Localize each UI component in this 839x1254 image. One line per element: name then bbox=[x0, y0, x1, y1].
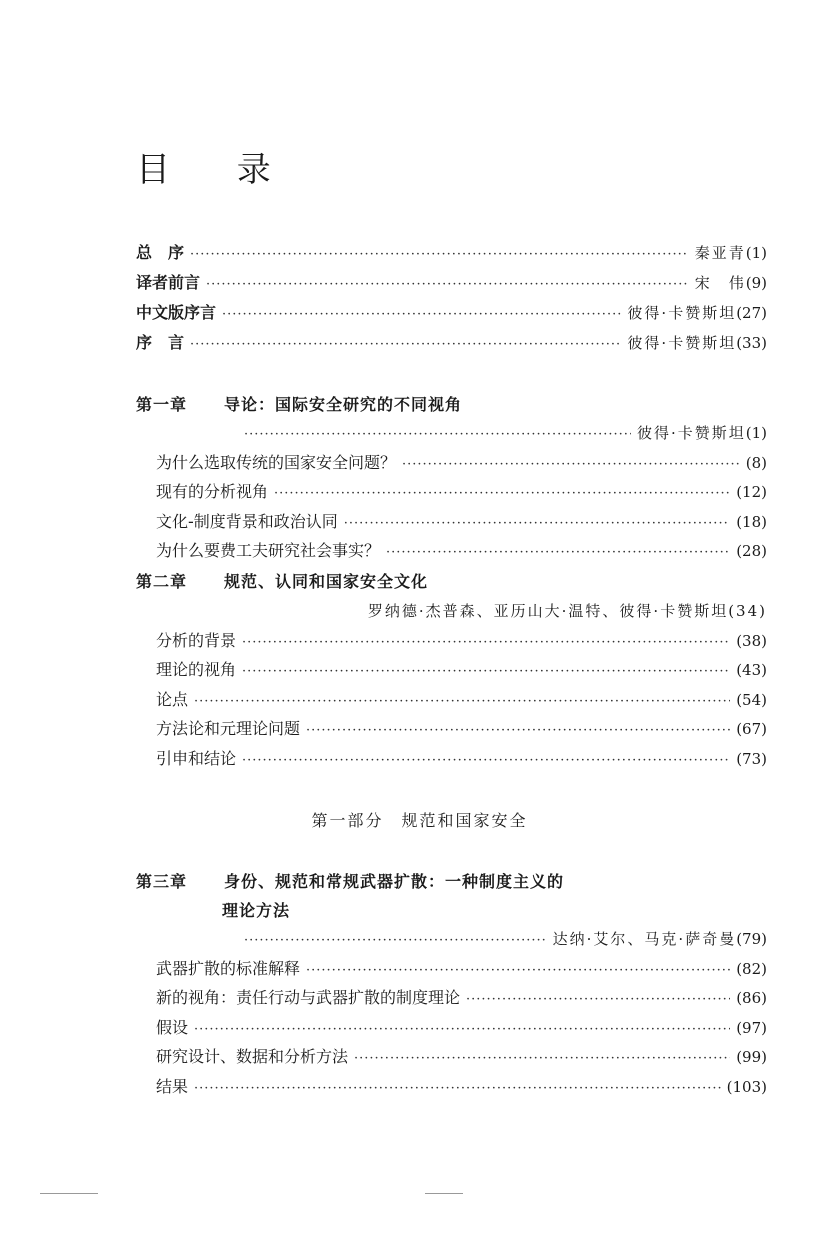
toc-entry-label: 译者前言 bbox=[136, 273, 201, 292]
section-page: (86) bbox=[736, 989, 767, 1007]
toc-section[interactable] bbox=[156, 1045, 767, 1069]
section-page: (82) bbox=[736, 960, 767, 978]
chapter-title: 身份、规范和常规武器扩散：一种制度主义的 bbox=[224, 872, 565, 891]
chapter-title: 导论：国际安全研究的不同视角 bbox=[224, 395, 463, 414]
chapter-heading[interactable] bbox=[136, 869, 564, 895]
toc-entry-label: 序 言 bbox=[136, 333, 185, 352]
toc-entry-author: 彼得·卡赞斯坦 bbox=[627, 334, 737, 352]
chapter-page: (1) bbox=[745, 424, 767, 442]
toc-section[interactable] bbox=[156, 957, 767, 981]
section-page: (73) bbox=[736, 750, 767, 768]
toc-entry-author: 彼得·卡赞斯坦 bbox=[627, 304, 737, 322]
toc-section[interactable] bbox=[156, 1075, 767, 1099]
leader-dots bbox=[402, 453, 740, 477]
leader-dots bbox=[206, 273, 689, 297]
section-page: (99) bbox=[736, 1048, 767, 1066]
section-label: 武器扩散的标准解释 bbox=[156, 959, 301, 978]
chapter-author: 彼得·卡赞斯坦 bbox=[636, 424, 746, 442]
chapter-heading[interactable] bbox=[136, 569, 428, 595]
chapter-page: (34) bbox=[728, 602, 767, 620]
leader-dots bbox=[354, 1047, 730, 1071]
leader-dots bbox=[466, 988, 730, 1012]
chapter-page: (79) bbox=[736, 930, 767, 948]
toc-section[interactable] bbox=[156, 480, 767, 504]
chapter-author: 罗纳德·杰普森、亚历山大·温特、彼得·卡赞斯坦 bbox=[367, 602, 729, 620]
section-page: (43) bbox=[736, 661, 767, 679]
toc-section[interactable] bbox=[156, 747, 767, 771]
leader-dots bbox=[242, 631, 730, 655]
chapter-author-line[interactable] bbox=[244, 421, 767, 445]
section-page: (38) bbox=[736, 632, 767, 650]
leader-dots bbox=[242, 749, 730, 773]
leader-dots bbox=[306, 959, 730, 983]
section-page: (67) bbox=[736, 720, 767, 738]
section-label: 方法论和元理论问题 bbox=[156, 719, 301, 738]
chapter-number: 第三章 bbox=[136, 872, 188, 891]
chapter-author-line[interactable] bbox=[244, 927, 767, 951]
toc-entry[interactable] bbox=[136, 331, 767, 355]
section-page: (8) bbox=[745, 454, 767, 472]
toc-entry-page: (9) bbox=[745, 274, 767, 292]
section-label: 现有的分析视角 bbox=[156, 482, 269, 501]
toc-section[interactable] bbox=[156, 986, 767, 1010]
section-label: 假设 bbox=[156, 1018, 189, 1037]
chapter-author: 达纳·艾尔、马克·萨奇曼 bbox=[552, 930, 737, 948]
toc-section[interactable] bbox=[156, 451, 767, 475]
toc-entry[interactable] bbox=[136, 271, 767, 295]
leader-dots bbox=[244, 423, 631, 447]
toc-entry-label: 总 序 bbox=[136, 243, 185, 262]
leader-dots bbox=[194, 1018, 730, 1042]
section-page: (54) bbox=[736, 691, 767, 709]
section-label: 新的视角：责任行动与武器扩散的制度理论 bbox=[156, 988, 461, 1007]
chapter-author-line[interactable] bbox=[368, 599, 767, 623]
scan-artifact bbox=[425, 1193, 463, 1194]
toc-section[interactable] bbox=[156, 510, 767, 534]
part-number: 第一部分 bbox=[311, 811, 384, 830]
section-page: (97) bbox=[736, 1019, 767, 1037]
section-label: 结果 bbox=[156, 1077, 189, 1096]
leader-dots bbox=[190, 333, 621, 357]
toc-entry-page: (33) bbox=[736, 334, 767, 352]
chapter-number: 第一章 bbox=[136, 395, 188, 414]
section-page: (28) bbox=[736, 542, 767, 560]
section-label: 分析的背景 bbox=[156, 631, 237, 650]
toc-entry-page: (1) bbox=[745, 244, 767, 262]
toc-section[interactable] bbox=[156, 658, 767, 682]
toc-section[interactable] bbox=[156, 1016, 767, 1040]
section-label: 论点 bbox=[156, 690, 189, 709]
toc-entry[interactable] bbox=[136, 301, 767, 325]
part-heading[interactable] bbox=[0, 808, 839, 831]
toc-entry-page: (27) bbox=[736, 304, 767, 322]
scan-artifact bbox=[40, 1193, 98, 1194]
leader-dots bbox=[344, 512, 730, 536]
section-label: 为什么选取传统的国家安全问题？ bbox=[156, 453, 397, 472]
chapter-heading[interactable] bbox=[136, 392, 462, 418]
leader-dots bbox=[190, 243, 689, 267]
toc-entry-author: 宋 伟 bbox=[694, 274, 746, 292]
toc-section[interactable] bbox=[156, 717, 767, 741]
section-page: (18) bbox=[736, 513, 767, 531]
leader-dots bbox=[242, 660, 730, 684]
section-label: 理论的视角 bbox=[156, 660, 237, 679]
section-label: 研究设计、数据和分析方法 bbox=[156, 1047, 349, 1066]
leader-dots bbox=[386, 541, 730, 565]
toc-entry-author: 秦亚青 bbox=[694, 244, 746, 262]
leader-dots bbox=[274, 482, 730, 506]
chapter-title-continued: 理论方法 bbox=[222, 901, 291, 920]
part-title: 规范和国家安全 bbox=[401, 811, 528, 830]
leader-dots bbox=[194, 690, 730, 714]
toc-section[interactable] bbox=[156, 539, 767, 563]
toc-entry-label: 中文版序言 bbox=[136, 303, 217, 322]
leader-dots bbox=[222, 303, 621, 327]
section-label: 引申和结论 bbox=[156, 749, 237, 768]
page-title: 目 录 bbox=[136, 150, 299, 190]
section-page: (103) bbox=[726, 1078, 767, 1096]
chapter-title: 规范、认同和国家安全文化 bbox=[224, 572, 429, 591]
chapter-number: 第二章 bbox=[136, 572, 188, 591]
toc-section[interactable] bbox=[156, 629, 767, 653]
leader-dots bbox=[194, 1077, 721, 1101]
leader-dots bbox=[244, 929, 547, 953]
toc-section[interactable] bbox=[156, 688, 767, 712]
section-page: (12) bbox=[736, 483, 767, 501]
section-label: 为什么要费工夫研究社会事实？ bbox=[156, 541, 381, 560]
toc-entry[interactable] bbox=[136, 241, 767, 265]
leader-dots bbox=[306, 719, 730, 743]
section-label: 文化-制度背景和政治认同 bbox=[156, 512, 338, 531]
